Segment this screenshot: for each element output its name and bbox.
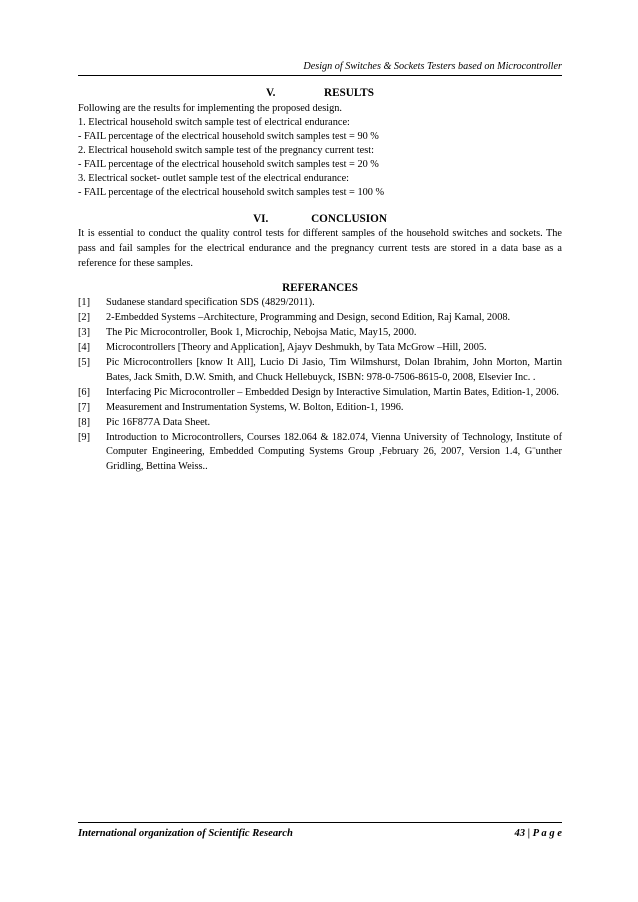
conclusion-heading [78,212,562,227]
reference-text: Introduction to Microcontrollers, Courses 182.064 & 182.074, Vienna University of Technology, Institute of Computer Engineering, Embedded Computing Systems Group ,February 26, 2007, Version 1.4, G¨unther Gridling, Bettina Weiss.. [106,431,562,473]
reference-number: [5] [78,357,91,369]
results-section-title: RESULTS [324,87,374,99]
reference-text: Pic Microcontrollers [know It All], Lucio Di Jasio, Tim Wilmshurst, Dolan Ibrahim, John Morton, Martin Bates, Jack Smith, D.W. Smith, and Chuck Hellebuyck, ISBN: 978-0-7506-8615-0, 2008, Elsevier Inc. . [106,357,562,383]
reference-text: Pic 16F877A Data Sheet. [106,416,211,428]
results-line: Following are the results for implementing the proposed design. [78,103,342,114]
reference-item [78,416,562,431]
reference-item [78,311,562,326]
reference-item [78,326,562,341]
conclusion-section-number: VI. [253,213,269,225]
reference-item [78,356,562,385]
page-footer [78,827,562,840]
results-body [78,102,562,200]
reference-number: [7] [78,401,91,413]
footer-journal-name: International organization of Scientific Research [78,828,293,839]
results-line: 1. Electrical household switch sample test of electrical endurance: [78,117,350,128]
references-heading: REFERANCES [282,282,358,295]
reference-item [78,296,562,311]
reference-text: The Pic Microcontroller, Book 1, Microchip, Nebojsa Matic, May15, 2000. [106,327,417,339]
reference-text: Interfacing Pic Microcontroller – Embedded Design by Interactive Simulation, Martin Bates, Edition-1, 2006. [106,386,559,398]
header-rule [78,75,562,76]
reference-item [78,341,562,356]
results-line: 3. Electrical socket- outlet sample test of the electrical endurance: [78,173,350,184]
running-header: Design of Switches & Sockets Testers based on Microcontroller [303,61,562,72]
reference-number: [2] [78,312,91,324]
reference-text: Sudanese standard specification SDS (4829/2011). [106,297,315,309]
results-section-number: V. [266,87,276,99]
reference-list [78,296,562,474]
reference-number: [4] [78,342,91,354]
reference-item [78,431,562,475]
page-content [78,86,562,475]
conclusion-section-title: CONCLUSION [311,213,387,225]
reference-text: Measurement and Instrumentation Systems, W. Bolton, Edition-1, 1996. [106,401,404,413]
reference-text: Microcontrollers [Theory and Application], Ajayv Deshmukh, by Tata McGrow –Hill, 2005. [106,342,487,354]
reference-number: [6] [78,386,91,398]
results-line: - FAIL percentage of the electrical household switch samples test = 20 % [78,159,379,170]
results-line: 2. Electrical household switch sample test of the pregnancy current test: [78,145,374,156]
conclusion-paragraph: It is essential to conduct the quality control tests for different samples of the household switches and sockets. The pass and fail samples for the electrical endurance and the pregnancy current tests are stored in a data base as a reference for these samples. [78,228,562,269]
reference-number: [8] [78,416,91,428]
results-heading [78,86,562,101]
footer-page-number: 43 | P a g e [514,828,562,839]
results-line: - FAIL percentage of the electrical household switch samples test = 90 % [78,131,379,142]
reference-item [78,386,562,401]
footer-rule [78,822,562,823]
reference-text: 2-Embedded Systems –Architecture, Programming and Design, second Edition, Raj Kamal, 2008. [106,312,511,324]
reference-item [78,401,562,416]
reference-number: [9] [78,431,91,443]
results-line: - FAIL percentage of the electrical household switch samples test = 100 % [78,187,385,198]
reference-number: [1] [78,297,91,309]
reference-number: [3] [78,327,91,339]
